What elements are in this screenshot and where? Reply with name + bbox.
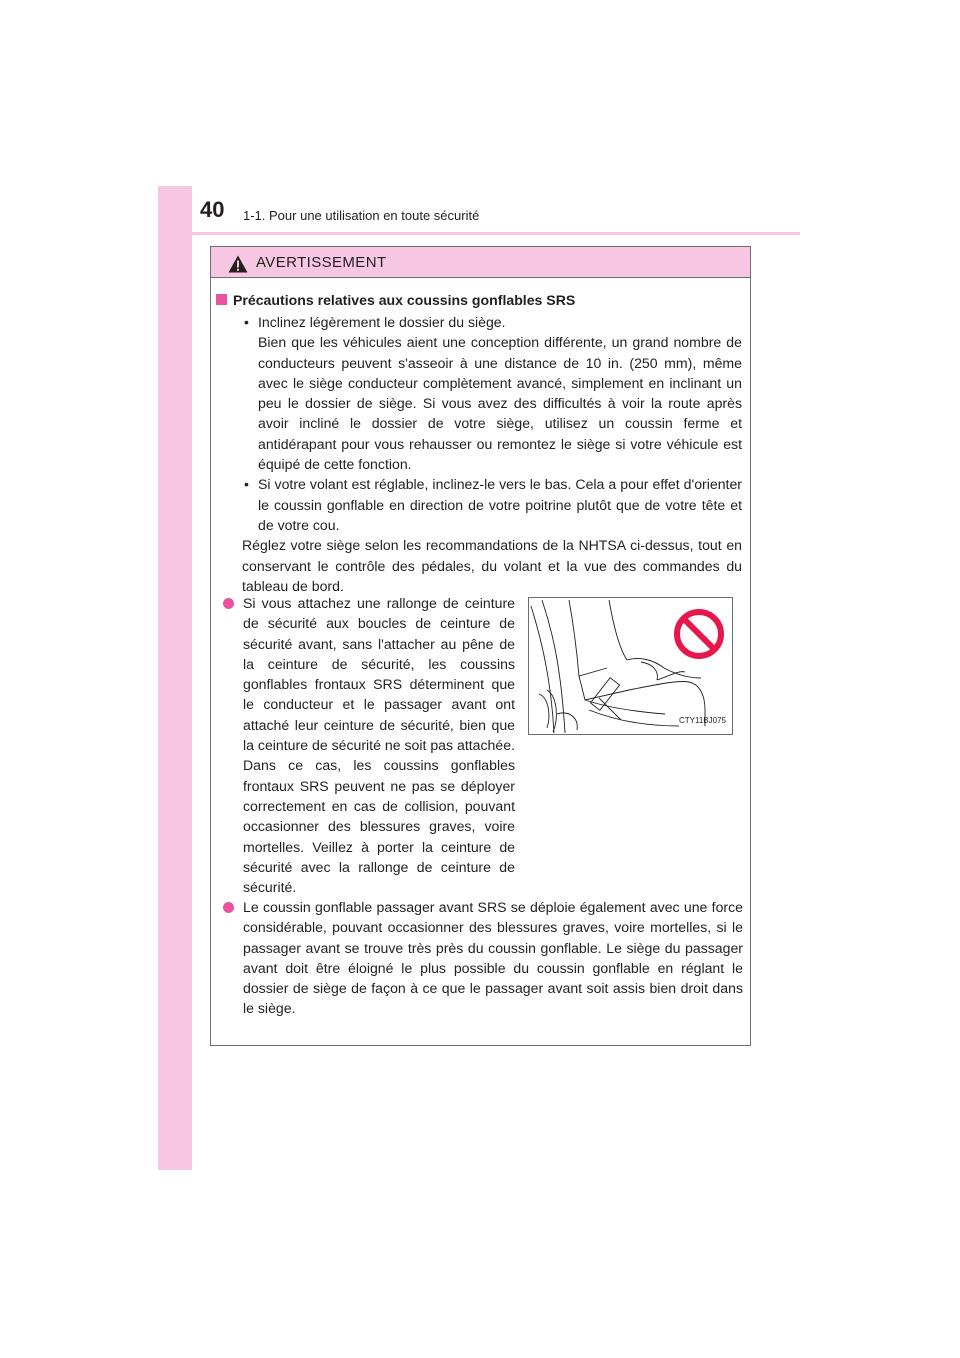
chapter-side-tab <box>158 186 192 1170</box>
header-rule <box>190 232 800 235</box>
section-title: 1-1. Pour une utilisation en toute sécurité <box>243 208 480 223</box>
bullet-lead: Inclinez légèrement le dossier du siège. <box>258 314 506 330</box>
bullet-text: Bien que les véhicules aient une conception différente, un grand nombre de conducteurs peuvent s'asseoir à une distance de 10 in. (250 mm), même avec le siège conducteur complètement avancé, simplement en inclinant un peu le dossier de siège. Si vous avez des difficultés à voir la route après avoir incliné le dossier de votre siège, utilisez un coussin ferme et antidérapant pour vous rehausser ou remontez le siège si votre véhicule est équipé de cette fonction. <box>258 334 742 473</box>
figure-label: CTY11BJ075 <box>679 715 726 725</box>
paragraph-text: Réglez votre siège selon les recommandations de la NHTSA ci-dessus, tout en conservant le contrôle des pédales, du volant et la vue des commandes du tableau de bord. <box>242 537 742 594</box>
page-number: 40 <box>200 197 225 222</box>
note-seatbelt-extender <box>243 593 515 897</box>
note-bullet-circle <box>223 598 234 609</box>
bullet-list <box>242 312 742 596</box>
note-bullet-circle <box>223 902 234 913</box>
bullet-item <box>242 474 742 535</box>
warning-heading <box>216 290 575 310</box>
bullet-text: Si votre volant est réglable, inclinez-le vers le bas. Cela a pour effet d'orienter le coussin gonflable en direction de votre poitrine plutôt que de votre tête et de votre cou. <box>258 476 742 533</box>
note-passenger-airbag <box>243 897 743 1019</box>
warning-heading-text: Précautions relatives aux coussins gonflables SRS <box>233 292 576 308</box>
bullet-dot: • <box>244 476 249 493</box>
bullet-item <box>242 312 742 474</box>
note-text: Si vous attachez une rallonge de ceinture de sécurité aux boucles de ceinture de sécurité avant, sans l'attacher au pêne de la ceinture de sécurité, les coussins gonflables frontaux SRS déterminent que le conducteur et le passager avant ont attaché leur ceinture de sécurité, bien que la ceinture de sécurité ne soit pas attachée. Dans ce cas, les coussins gonflables frontaux SRS peuvent ne pas se déployer correctement en cas de collision, pouvant occasionner des blessures graves, voire mortelles. Veillez à porter la ceinture de sécurité avec la rallonge de ceinture de sécurité. <box>243 595 515 896</box>
warning-box <box>210 246 751 1046</box>
bullet-dot: • <box>244 314 249 330</box>
prohibition-icon <box>677 612 721 656</box>
warning-title: AVERTISSEMENT <box>256 254 387 271</box>
note-text: Le coussin gonflable passager avant SRS se déploie également avec une force considérable, pouvant occasionner des blessures graves, voire mortelles, si le passager avant se trouve très près du coussin gonflable. Le siège du passager avant doit être éloigné le plus possible du coussin gonflable en réglant le dossier de siège de façon à ce que le passager avant soit assis bien droit dans le siège. <box>243 899 743 1017</box>
heading-square-bullet <box>216 294 227 305</box>
warning-triangle-icon <box>228 255 248 273</box>
figure-seatbelt-extender <box>528 597 733 735</box>
warning-header <box>211 247 750 278</box>
